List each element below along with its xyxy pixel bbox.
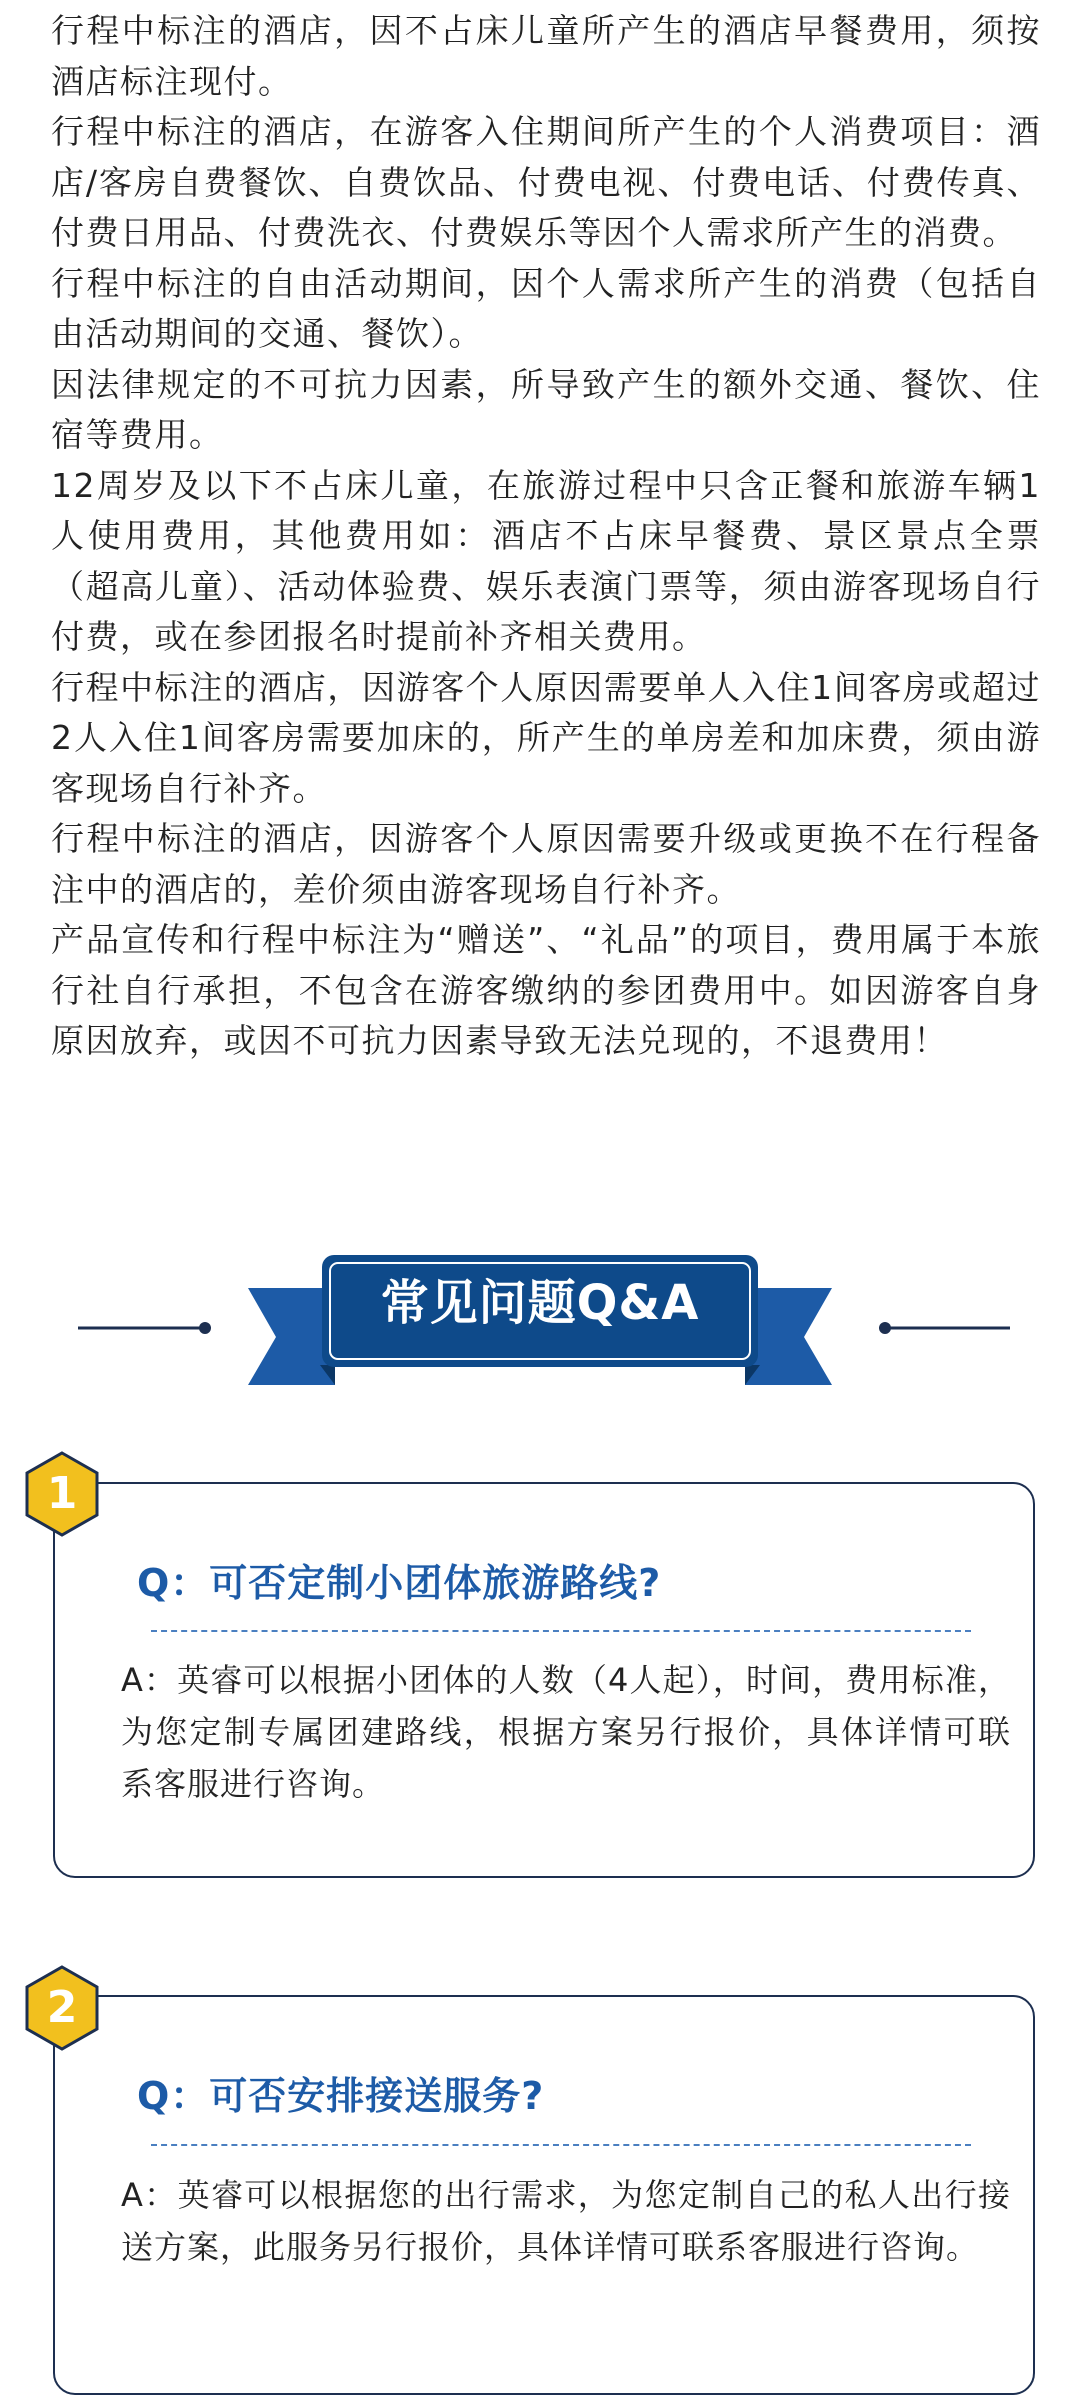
badge-number: 1 bbox=[46, 1468, 78, 1519]
term-paragraph: 行程中标注的酒店，因游客个人原因需要单人入住1间客房或超过2人入住1间客房需要加床的，所产生的单房差和加床费，须由游客现场自行补齐。 bbox=[51, 667, 1041, 808]
number-badge bbox=[24, 1964, 100, 2052]
left-divider-dot bbox=[199, 1322, 211, 1334]
faq-answer: A：英睿可以根据小团体的人数（4人起），时间，费用标准，为您定制专属团建路线，根据方案另行报价，具体详情可联系客服进行咨询。 bbox=[121, 1661, 1011, 1803]
term-paragraph: 行程中标注的酒店，因不占床儿童所产生的酒店早餐费用，须按酒店标注现付。 bbox=[51, 11, 1041, 101]
number-badge bbox=[24, 1450, 100, 1538]
faq-answer: A：英睿可以根据您的出行需求，为您定制自己的私人出行接送方案，此服务另行报价，具体详情可联系客服进行咨询。 bbox=[121, 2176, 1011, 2266]
right-divider-dot bbox=[879, 1322, 891, 1334]
term-paragraph: 行程中标注的酒店，在游客入住期间所产生的个人消费项目：酒店/客房自费餐饮、自费饮品、付费电视、付费电话、付费传真、付费日用品、付费洗衣、付费娱乐等因个人需求所产生的消费。 bbox=[51, 112, 1041, 252]
term-paragraph: 行程中标注的自由活动期间，因个人需求所产生的消费（包括自由活动期间的交通、餐饮）。 bbox=[51, 263, 1041, 353]
term-paragraph: 因法律规定的不可抗力因素，所导致产生的额外交通、餐饮、住宿等费用。 bbox=[51, 364, 1041, 454]
fee-exclusion-list bbox=[51, 6, 1041, 1067]
faq-card bbox=[53, 1995, 1035, 2395]
dashed-divider bbox=[151, 2144, 971, 2146]
ribbon-right-tail bbox=[745, 1288, 832, 1385]
badge-number: 2 bbox=[46, 1982, 78, 2033]
term-paragraph: 12周岁及以下不占床儿童，在旅游过程中只含正餐和旅游车辆1人使用费用，其他费用如：酒店不占床早餐费、景区景点全票（超高儿童）、活动体验费、娱乐表演门票等，须由游客现场自行付费，或在参团报名时提前补齐相关费用。 bbox=[51, 465, 1041, 656]
faq-question: Q：可否安排接送服务? bbox=[137, 2074, 545, 2118]
faq-section-title: 常见问题Q&A bbox=[380, 1275, 700, 1331]
ribbon-left-tail bbox=[248, 1288, 335, 1385]
dashed-divider bbox=[151, 1630, 971, 1632]
faq-question: Q：可否定制小团体旅游路线? bbox=[137, 1561, 662, 1605]
term-paragraph: 行程中标注的酒店，因游客个人原因需要升级或更换不在行程备注中的酒店的，差价须由游客现场自行补齐。 bbox=[51, 819, 1041, 909]
term-paragraph: 产品宣传和行程中标注为“赠送”、“礼品”的项目，费用属于本旅行社自行承担，不包含在游客缴纳的参团费用中。如因游客自身原因放弃，或因不可抗力因素导致无法兑现的，不退费用！ bbox=[51, 920, 1041, 1060]
faq-card bbox=[53, 1482, 1035, 1878]
